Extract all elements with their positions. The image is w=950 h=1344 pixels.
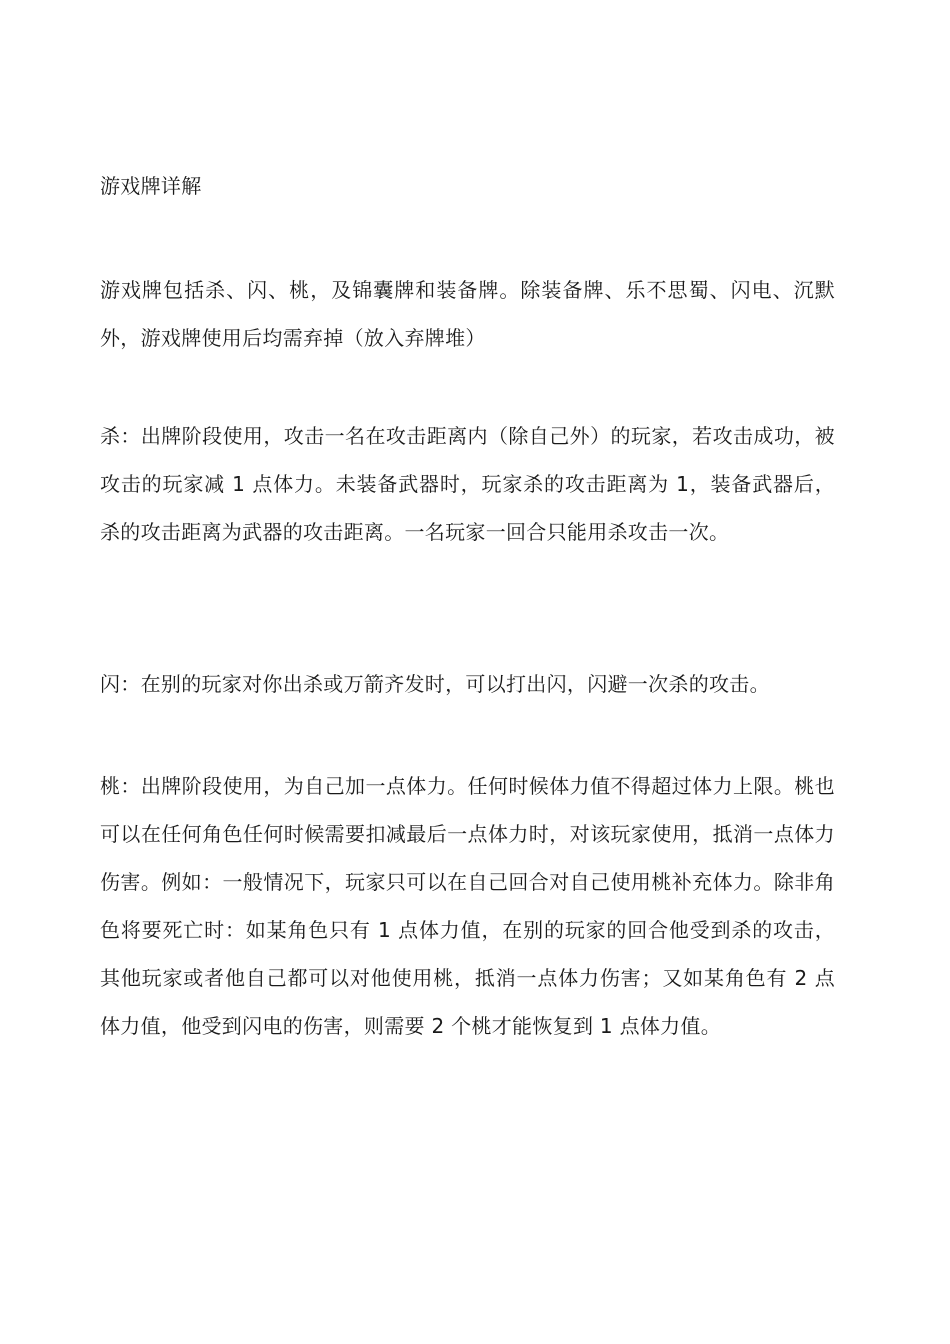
paragraph-shan: 闪：在别的玩家对你出杀或万箭齐发时，可以打出闪，闪避一次杀的攻击。	[100, 672, 770, 696]
paragraph-tao: 桃：出牌阶段使用，为自己加一点体力。任何时候体力值不得超过体力上限。桃也可以在任何角色任何时候需要扣减最后一点体力时，对该玩家使用，抵消一点体力伤害。例如：一般情况下，玩家只可以在自己回合对自己使用桃补充体力。除非角色将要死亡时：如某角色只有 1 点体力值，在别的玩家的回合他受到杀的攻击，其他玩家或者他自己都可以对他使用桃，抵消一点体力伤害；又如某角色有 2 点体力值，他受到闪电的伤害，则需要 2 个桃才能恢复到 1 点体力值。	[100, 774, 835, 1038]
document-title: 游戏牌详解	[100, 174, 202, 198]
paragraph-intro: 游戏牌包括杀、闪、桃，及锦囊牌和装备牌。除装备牌、乐不思蜀、闪电、沉默外，游戏牌使用后均需弃掉（放入弃牌堆）	[100, 278, 835, 350]
paragraph-sha: 杀：出牌阶段使用，攻击一名在攻击距离内（除自己外）的玩家，若攻击成功，被攻击的玩家减 1 点体力。未装备武器时，玩家杀的攻击距离为 1，装备武器后，杀的攻击距离为武器的攻击距离。一名玩家一回合只能用杀攻击一次。	[100, 424, 835, 544]
